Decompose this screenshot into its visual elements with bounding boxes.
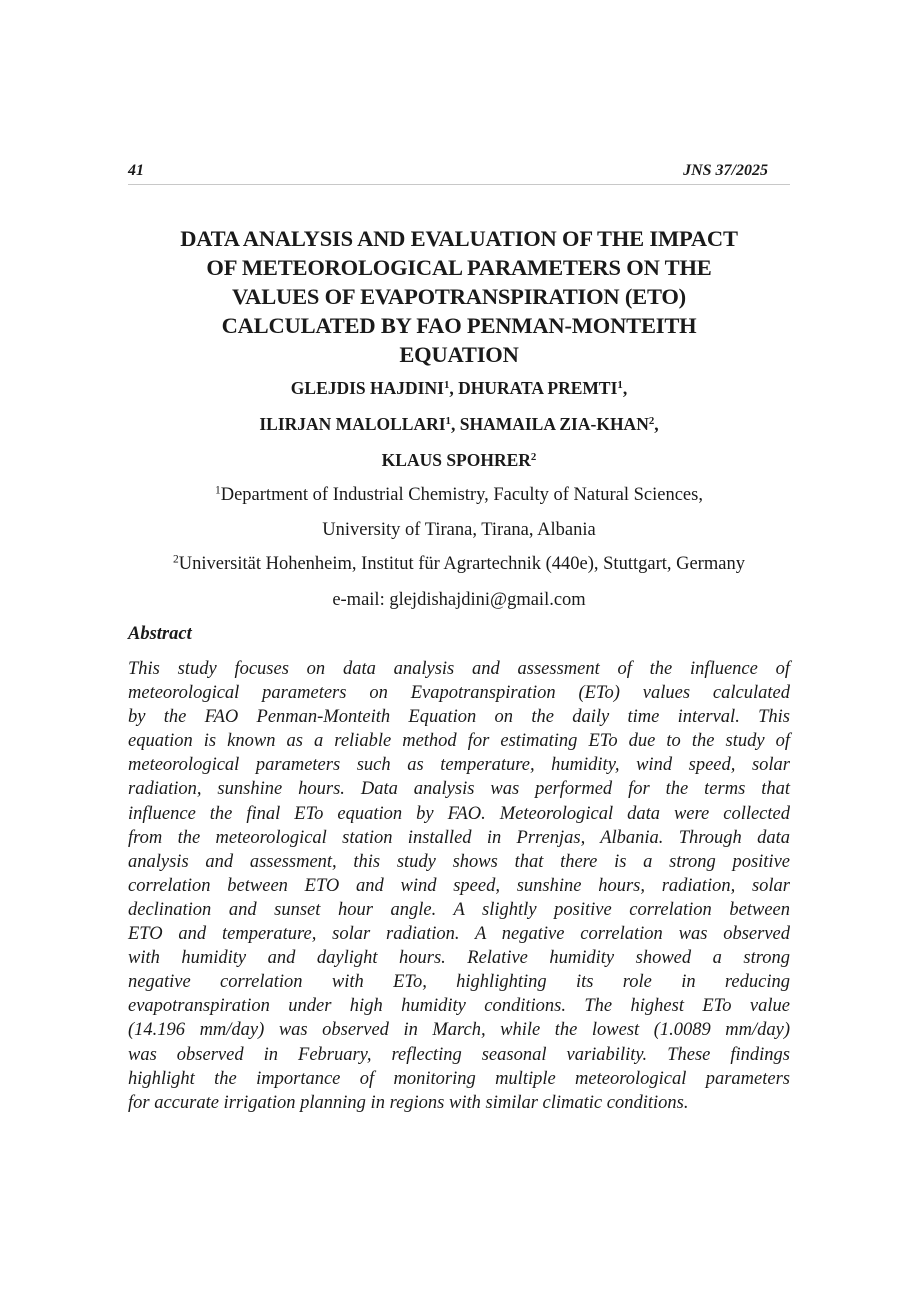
affiliation-text: Department of Industrial Chemistry, Faculty of Natural Sciences, bbox=[220, 485, 703, 505]
abstract-body bbox=[128, 657, 790, 1115]
abstract-line: equation is known as a reliable method for estimating ETo due to the study of bbox=[128, 731, 790, 752]
abstract-line: negative correlation with ETo, highlighting its role in reducing bbox=[128, 972, 790, 993]
journal-reference: JNS 37/2025 bbox=[683, 162, 768, 179]
affiliation-text: University of Tirana, Tirana, Albania bbox=[322, 520, 596, 540]
author-separator: , bbox=[450, 414, 460, 434]
affiliation-mark: 2 bbox=[173, 553, 179, 566]
abstract-line: correlation between ETO and wind speed, sunshine hours, radiation, solar bbox=[128, 875, 790, 896]
author-separator: , bbox=[654, 414, 659, 434]
abstract-line: by the FAO Penman-Monteith Equation on the daily time interval. This bbox=[128, 707, 790, 728]
abstract-line: from the meteorological station installed in Prrenjas, Albania. Through data bbox=[128, 827, 790, 848]
title-line: VALUES OF EVAPOTRANSPIRATION (ETO) bbox=[232, 284, 686, 309]
author-affiliation-mark: 1 bbox=[617, 379, 623, 392]
abstract-line: analysis and assessment, this study shows that there is a strong positive bbox=[128, 851, 790, 872]
author-name: GLEJDIS HAJDINI bbox=[290, 378, 444, 398]
abstract-line: highlight the importance of monitoring multiple meteorological parameters bbox=[128, 1068, 790, 1089]
abstract-line: radiation, sunshine hours. Data analysis was performed for the terms that bbox=[128, 779, 790, 800]
author-affiliation-mark: 2 bbox=[648, 415, 655, 428]
abstract-line: (14.196 mm/day) was observed in March, while the lowest (1.0089 mm/day) bbox=[128, 1020, 790, 1041]
author-affiliation-mark: 1 bbox=[445, 415, 451, 428]
author-affiliation-mark: 1 bbox=[443, 379, 450, 392]
abstract-line: ETO and temperature, solar radiation. A negative correlation was observed bbox=[128, 924, 790, 945]
email-text: e-mail: glejdishajdini@gmail.com bbox=[332, 590, 586, 610]
abstract-line: meteorological parameters such as temperature, humidity, wind speed, solar bbox=[128, 755, 790, 776]
author-affiliation-mark: 2 bbox=[530, 451, 537, 464]
abstract-line: declination and sunset hour angle. A slightly positive correlation between bbox=[128, 899, 790, 920]
affiliation-1-continued bbox=[128, 518, 790, 542]
paper-title bbox=[128, 224, 790, 369]
author-separator: , bbox=[449, 378, 459, 398]
running-header bbox=[128, 162, 790, 185]
author-name: KLAUS SPOHRER bbox=[381, 450, 531, 470]
abstract-line: for accurate irrigation planning in regions with similar climatic conditions. bbox=[128, 1092, 689, 1113]
title-line: CALCULATED BY FAO PENMAN-MONTEITH bbox=[221, 313, 697, 338]
abstract-heading: Abstract bbox=[128, 624, 192, 644]
abstract-line: This study focuses on data analysis and assessment of the influence of bbox=[128, 659, 790, 679]
author-separator: , bbox=[622, 378, 628, 398]
page-number: 41 bbox=[128, 162, 144, 179]
author-line-3 bbox=[128, 449, 790, 471]
author-line-2 bbox=[128, 413, 790, 435]
abstract-line: evapotranspiration under high humidity conditions. The highest ETo value bbox=[128, 996, 790, 1017]
title-line: EQUATION bbox=[399, 342, 519, 367]
contact-email bbox=[128, 588, 790, 612]
author-name: ILIRJAN MALOLLARI bbox=[259, 414, 446, 434]
affiliation-2 bbox=[128, 552, 790, 576]
affiliation-mark: 1 bbox=[215, 484, 221, 497]
author-line-1 bbox=[128, 377, 790, 399]
abstract-line: was observed in February, reflecting seasonal variability. These findings bbox=[128, 1044, 790, 1065]
affiliation-1 bbox=[128, 483, 790, 507]
affiliation-text: Universität Hohenheim, Institut für Agrartechnik (440e), Stuttgart, Germany bbox=[178, 554, 745, 574]
title-line: DATA ANALYSIS AND EVALUATION OF THE IMPACT bbox=[180, 226, 738, 251]
author-name: SHAMAILA ZIA-KHAN bbox=[459, 414, 649, 434]
abstract-line: influence the final ETo equation by FAO. Meteorological data were collected bbox=[128, 803, 790, 824]
author-name: DHURATA PREMTI bbox=[458, 378, 618, 398]
abstract-line: meteorological parameters on Evapotranspiration (ETo) values calculated bbox=[128, 683, 790, 704]
abstract-line: with humidity and daylight hours. Relative humidity showed a strong bbox=[128, 948, 790, 969]
title-line: OF METEOROLOGICAL PARAMETERS ON THE bbox=[206, 255, 712, 280]
